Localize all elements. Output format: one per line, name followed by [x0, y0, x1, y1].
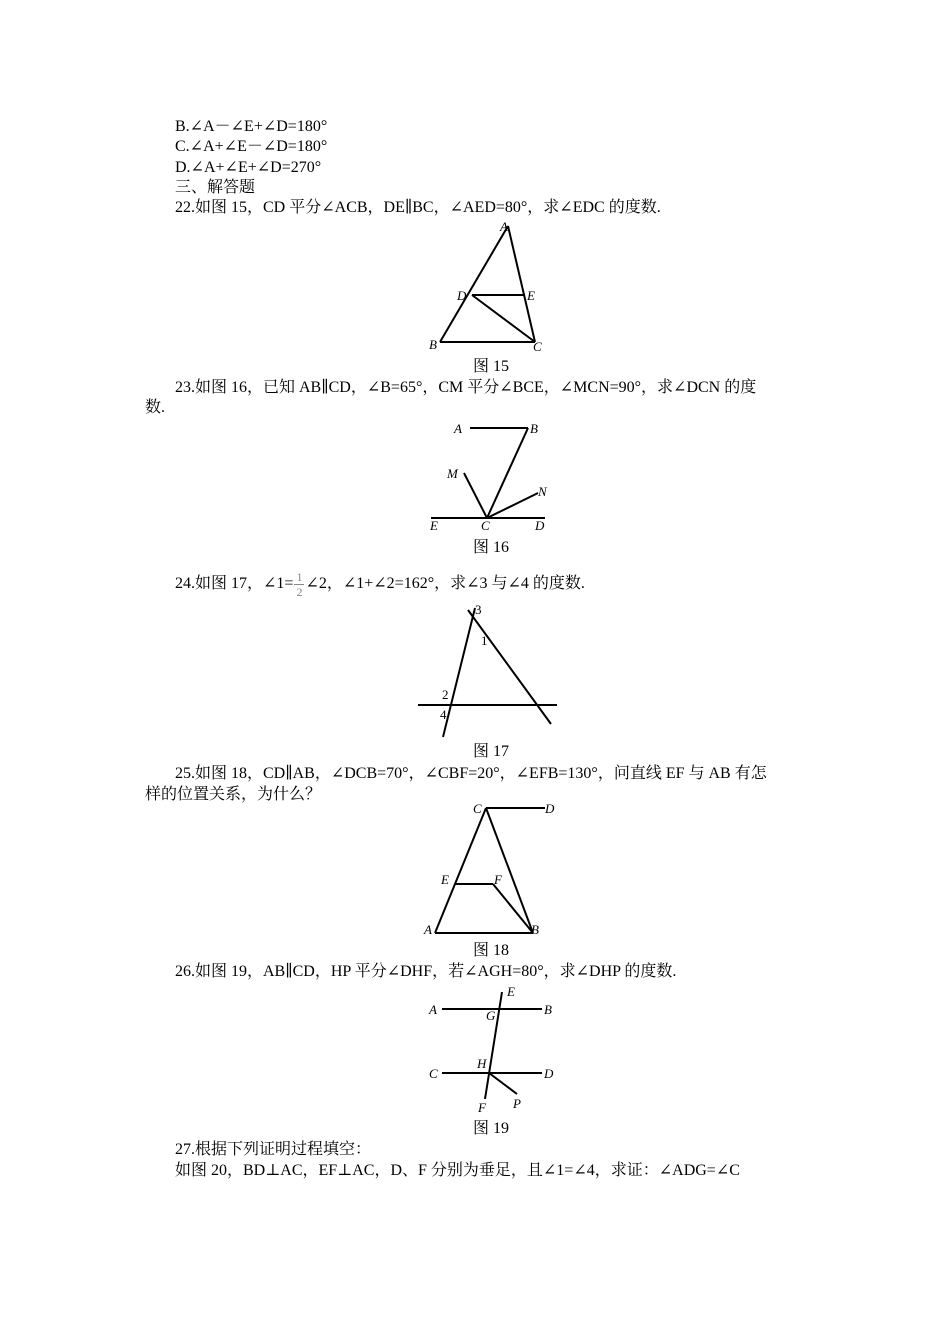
question-25-line1: 25.如图 18，CD∥AB，∠DCB=70°，∠CBF=20°，∠EFB=130°，问直线 EF 与 AB 有怎 [175, 765, 767, 782]
caption-18: 图 18 [472, 942, 509, 959]
label-c: C [481, 518, 490, 533]
question-23-line1: 23.如图 16，已知 AB∥CD，∠B=65°，CM 平分∠BCE，∠MCN=90°，求∠DCN 的度 [175, 379, 757, 396]
label-h: H [477, 1056, 487, 1071]
label-e: E [507, 984, 515, 999]
caption-17: 图 17 [472, 743, 509, 760]
label-b: B [429, 337, 437, 352]
label-d: D [544, 1066, 554, 1081]
caption-16: 图 16 [472, 539, 509, 556]
label-a: A [429, 1002, 437, 1017]
label-a: A [500, 219, 508, 234]
option-b: B.∠A－∠E+∠D=180° [175, 118, 328, 135]
label-n: N [538, 484, 547, 499]
label-f: F [494, 872, 502, 887]
label-1: 1 [481, 633, 488, 648]
label-f: F [478, 1100, 486, 1115]
option-d: D.∠A+∠E+∠D=270° [175, 159, 322, 176]
label-a: A [424, 922, 432, 937]
question-23-line2: 数. [145, 399, 166, 416]
label-b: B [544, 1002, 552, 1017]
question-26: 26.如图 19，AB∥CD，HP 平分∠DHF，若∠AGH=80°，求∠DHP 的度数. [175, 963, 677, 980]
label-c: C [533, 339, 542, 354]
fraction-numerator: 1 [296, 570, 303, 584]
label-e: E [441, 872, 449, 887]
figure-18 [420, 800, 565, 942]
label-g: G [486, 1008, 496, 1023]
label-3: 3 [475, 602, 482, 617]
question-27-line2: 如图 20，BD⊥AC，EF⊥AC，D、F 分别为垂足，且∠1=∠4，求证：∠ADG=∠C [175, 1162, 740, 1179]
option-c: C.∠A+∠E－∠D=180° [175, 138, 328, 155]
label-b: B [531, 922, 539, 937]
figure-17 [415, 600, 565, 740]
label-e: E [527, 288, 535, 303]
fraction-one-half [294, 571, 304, 598]
question-27-line1: 27.根据下列证明过程填空： [175, 1141, 372, 1158]
label-b: B [530, 421, 538, 436]
figure-16 [420, 415, 560, 540]
question-24 [175, 571, 585, 598]
label-d: D [457, 288, 467, 303]
label-c: C [473, 801, 482, 816]
section-title: 三、解答题 [175, 179, 256, 196]
label-4: 4 [440, 707, 447, 722]
fraction-denominator: 2 [296, 585, 303, 599]
label-p: P [513, 1096, 521, 1111]
label-e: E [430, 518, 438, 533]
caption-19: 图 19 [472, 1120, 509, 1137]
question-25-line2: 样的位置关系，为什么？ [145, 786, 322, 803]
figure-19 [420, 982, 570, 1122]
figure-15 [420, 218, 560, 358]
question-24-prefix: 24.如图 17，∠1= [175, 575, 294, 593]
label-a: A [454, 421, 462, 436]
question-24-suffix: ∠2，∠1+∠2=162°，求∠3 与∠4 的度数. [305, 575, 585, 593]
label-m: M [447, 466, 458, 481]
label-2: 2 [442, 687, 449, 702]
question-22: 22.如图 15，CD 平分∠ACB，DE∥BC，∠AED=80°，求∠EDC 的度数. [175, 199, 661, 216]
label-c: C [429, 1066, 438, 1081]
label-d: D [545, 801, 555, 816]
caption-15: 图 15 [472, 358, 509, 375]
label-d: D [535, 518, 545, 533]
